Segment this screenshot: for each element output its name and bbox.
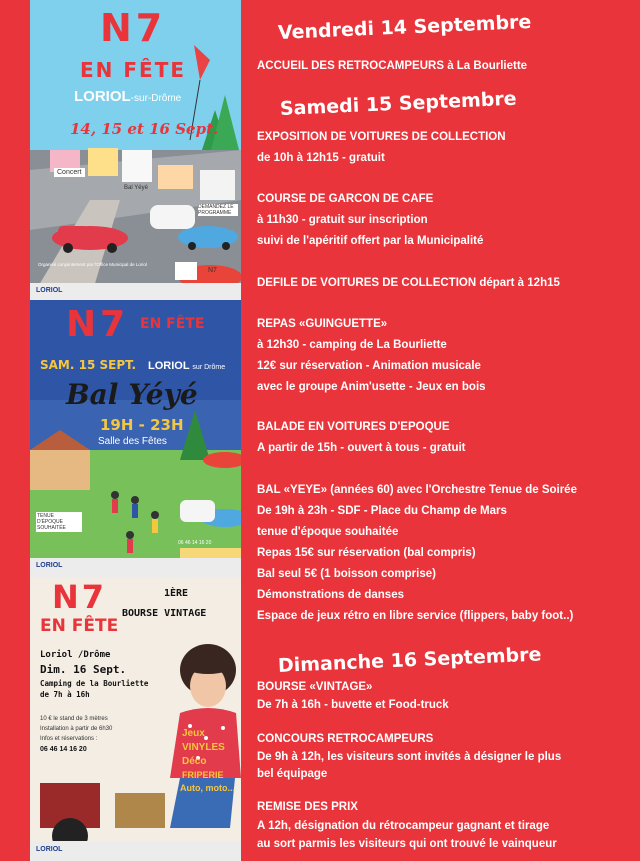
small-credits: Organisé conjointement par l'Office Municipal de Loriol [38,262,147,267]
poster-subtitle: EN FÊTE [140,316,205,332]
schedule-line: De 19h à 23h - SDF - Place du Champ de Mars [257,505,507,517]
schedule-line: CONCOURS RETROCAMPEURS [257,733,434,745]
poster-bal-yeye [30,300,241,578]
sign-concert: Concert [54,168,85,177]
schedule-line: BALADE EN VOITURES D'EPOQUE [257,421,450,433]
schedule-line: ACCUEIL DES RETROCAMPEURS à La Bourliette [257,60,528,72]
poster-town [74,88,181,105]
sign-n7: N7 [208,267,217,274]
schedule-line: bel équipage [257,768,328,780]
sign-bal: Bal Yéyé [124,185,148,191]
logo-loriol: LORIOL [36,846,63,853]
schedule-line: COURSE DE GARCON DE CAFE [257,193,434,205]
town-suffix: sur Drôme [192,364,226,371]
schedule-line: à 11h30 - gratuit sur inscription [257,214,428,226]
poster-dates: 14, 15 et 16 Sept. [70,120,219,138]
schedule-line: A partir de 15h - ouvert à tous - gratuit [257,442,466,454]
town-name: LORIOL [148,360,190,372]
schedule-line: Repas 15€ sur réservation (bal compris) [257,547,476,559]
schedule-line: REPAS «GUINGUETTE» [257,318,388,330]
poster-column [30,0,241,861]
schedule-line: à 12h30 - camping de La Bourliette [257,339,447,351]
bal-venue: Salle des Fêtes [98,436,167,447]
logo-loriol: LORIOL [36,287,63,294]
vintage-tag: FRIPERIE [182,770,224,780]
schedule-line: REMISE DES PRIX [257,801,358,813]
sign-tenue: TENUE D'ÉPOQUE SOUHAITÉE [36,512,82,532]
schedule-line: EXPOSITION DE VOITURES DE COLLECTION [257,131,506,143]
vintage-heading1: 1ÈRE [164,588,189,599]
schedule-line: BAL «YEYE» (années 60) avec l'Orchestre Tenue de Soirée [257,484,577,496]
schedule-line: tenue d'époque souhaitée [257,526,399,538]
schedule-line: A 12h, désignation du rétrocampeur gagnant et tirage [257,820,550,832]
schedule-line: au sort parmis les visiteurs qui ont trouvé le vainqueur [257,838,557,850]
schedule-line: Démonstrations de danses [257,589,404,601]
schedule-line: 12€ sur réservation - Animation musicale [257,360,481,372]
town-name: LORIOL [74,88,131,105]
schedule-line: avec le groupe Anim'usette - Jeux en bois [257,381,486,393]
vintage-town: Loriol /Drôme [40,650,111,660]
schedule-line: BOURSE «VINTAGE» [257,681,373,693]
poster-subtitle: EN FÊTE [80,58,186,82]
schedule-line: Espace de jeux rétro en libre service (flippers, baby foot..) [257,610,574,622]
schedule-line: De 9h à 12h, les visiteurs sont invités à désigner le plus [257,751,562,763]
vintage-tag: Déco [182,756,207,767]
poster-title: N7 [52,578,108,616]
logo-loriol: LORIOL [36,562,63,569]
town-suffix: -sur-Drôme [130,93,182,104]
vintage-date: Dim. 16 Sept. [40,663,127,676]
vintage-tag: Jeux [182,728,205,739]
poster-title: N7 [66,304,130,345]
bal-hours: 19H - 23H [100,416,184,434]
schedule-line: De 7h à 16h - buvette et Food-truck [257,699,449,711]
vintage-phone: 06 46 14 16 20 [40,746,87,753]
bal-phone: 06 46 14 16 20 [178,540,212,546]
day-heading-saturday: Samedi 15 Septembre [279,87,518,120]
vintage-info3: Infos et réservations : [40,736,98,742]
vintage-tag: Auto, moto... [180,783,235,793]
poster-bourse-vintage [30,578,241,861]
vintage-info2: Installation à partir de 6h30 [40,726,113,732]
day-heading-friday: Vendredi 14 Septembre [277,10,532,44]
poster-festival [30,0,241,300]
vintage-hours: de 7h à 16h [40,690,90,699]
bal-event: Bal Yéyé [66,378,198,411]
bal-date: SAM. 15 SEPT. [40,358,137,372]
day-heading-sunday: Dimanche 16 Septembre [277,643,542,677]
sign-programme: DEMANDEZ LE PROGRAMME [198,204,238,216]
poster-title: N7 [100,6,167,50]
schedule-line: suivi de l'apéritif offert par la Municipalité [257,235,484,247]
bal-town [148,360,225,372]
schedule-line: de 10h à 12h15 - gratuit [257,152,385,164]
schedule-line: DEFILE DE VOITURES DE COLLECTION départ à 12h15 [257,277,560,289]
vintage-tag: VINYLES [182,742,225,753]
vintage-heading2: BOURSE VINTAGE [122,608,207,619]
vintage-venue: Camping de la Bourliette [40,679,149,688]
vintage-info1: 10 € le stand de 3 mètres [40,716,108,722]
schedule-line: Bal seul 5€ (1 boisson comprise) [257,568,436,580]
poster-subtitle: EN FÊTE [40,616,119,636]
